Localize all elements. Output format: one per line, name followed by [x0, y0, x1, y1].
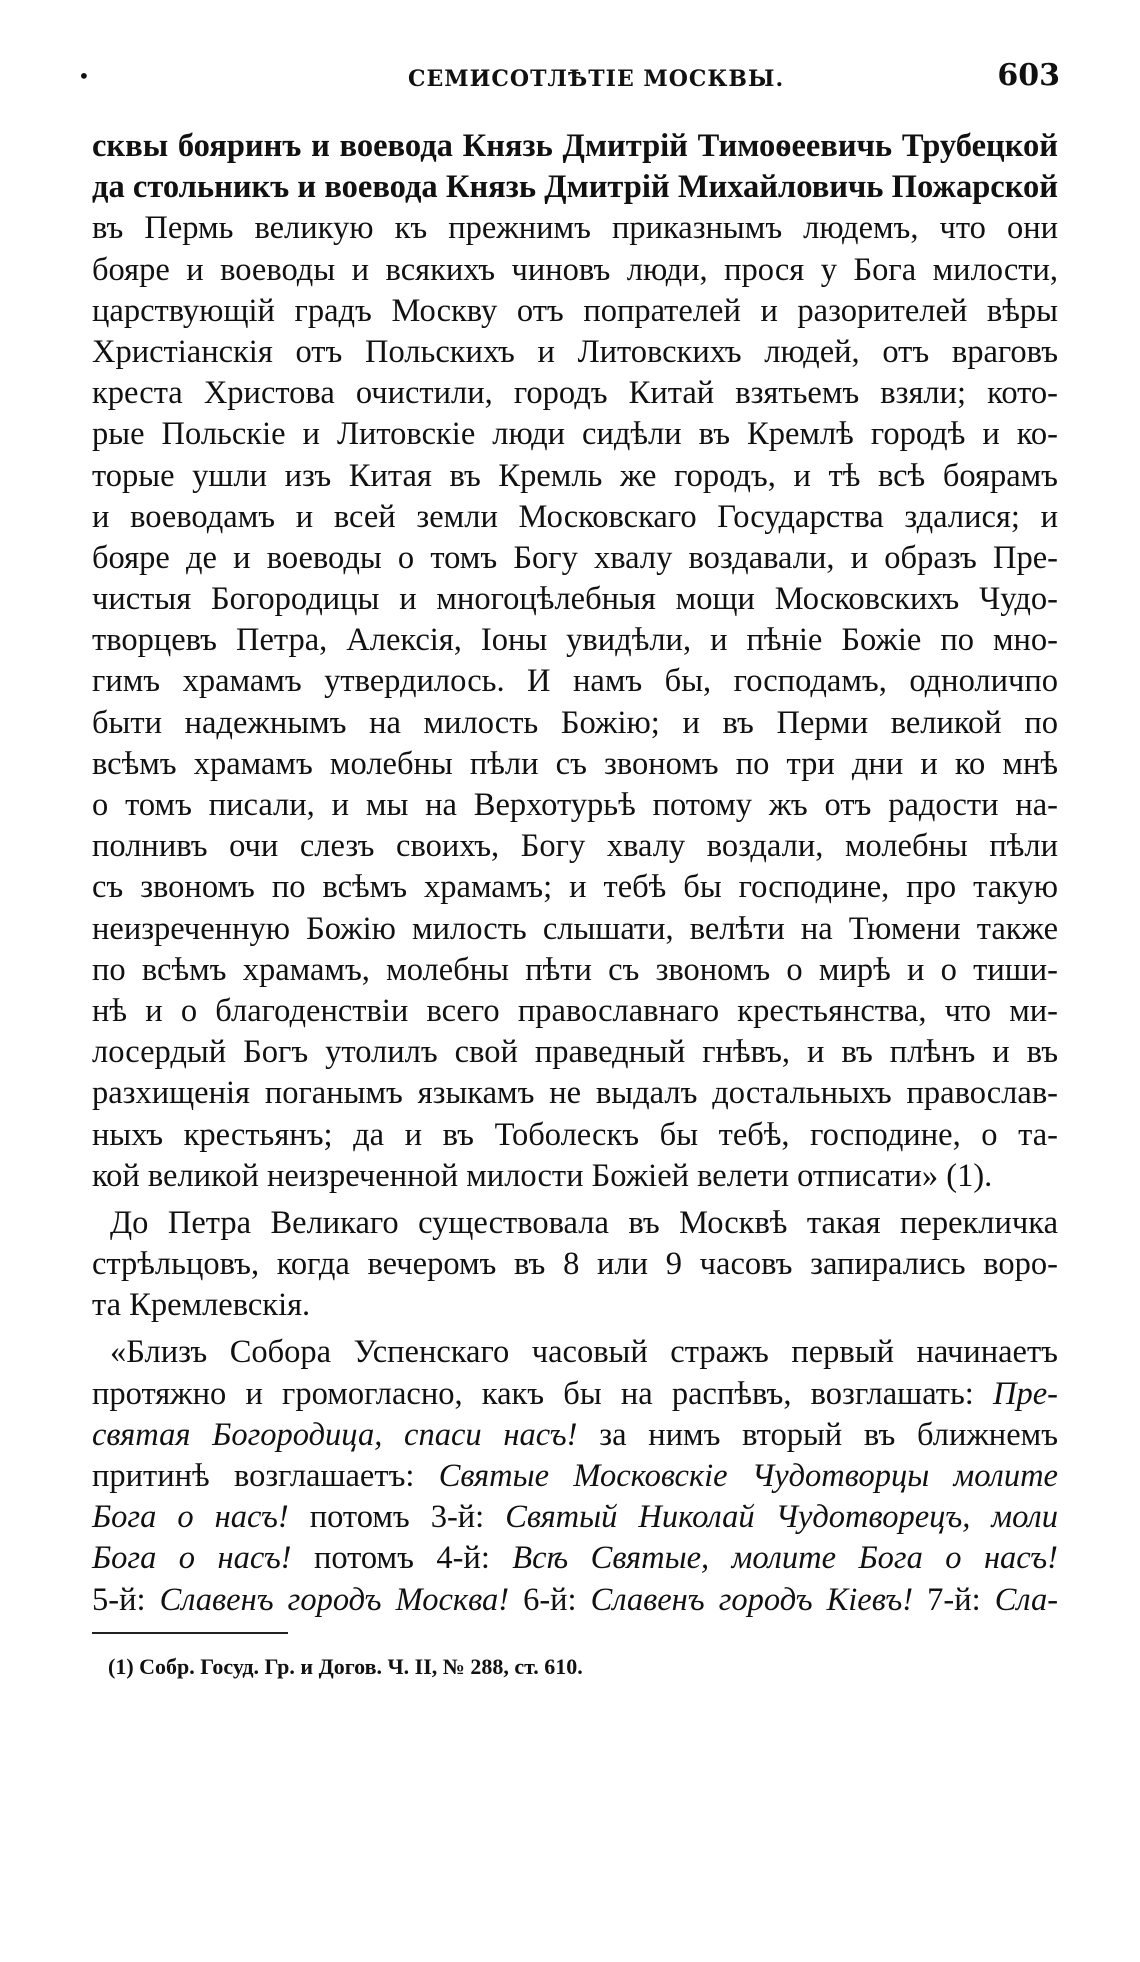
text-run: 5-й:	[92, 1581, 146, 1618]
text-line: быти надежнымъ на милость Божію; и въ Перми великой по	[92, 704, 1058, 741]
paragraph-3	[92, 1332, 1058, 1620]
italic-run: Славенъ городъ Москва!	[159, 1581, 510, 1618]
text-line: сквы бояринъ и воевода Князь Дмитрій Тимоѳеевичь Трубецкой	[92, 128, 1058, 164]
italic-run: Всѣ Святые, молите Бога о насъ!	[512, 1540, 1058, 1577]
text-line	[92, 1374, 1058, 1415]
text-line: разхищенія поганымъ языкамъ не выдалъ достальныхъ православ-	[92, 1075, 1058, 1112]
header-dot: •	[78, 64, 90, 88]
footnote: (1) Собр. Госуд. Гр. и Догов. Ч. II, № 288, ст. 610.	[108, 1654, 583, 1679]
paragraph-2	[92, 1203, 1058, 1327]
text-line: чистыя Богородицы и многоцѣлебныя мощи Московскихъ Чудо-	[92, 581, 1058, 618]
italic-run: Бога о насъ!	[92, 1499, 289, 1536]
text-line: Христіанскія отъ Польскихъ и Литовскихъ людей, отъ враговъ	[92, 333, 1058, 370]
italic-run: Сла-	[994, 1581, 1059, 1618]
italic-run: Пре-	[993, 1375, 1058, 1412]
text-line: въ Пермь великую къ прежнимъ приказнымъ людемъ, что они	[92, 210, 1058, 247]
italic-run: святая Богородица, спаси насъ!	[92, 1416, 578, 1453]
italic-run: Святые Московскіе Чудотворцы молите	[438, 1458, 1058, 1494]
text-line: царствующій градъ Москву отъ попрателей и разорителей вѣры	[92, 292, 1058, 329]
text-line: о томъ писали, и мы на Верхотурьѣ потому жъ отъ радости на-	[92, 787, 1058, 823]
text-line: нѣ и о благоденствіи всего православнаго крестьянства, что ми-	[92, 992, 1058, 1029]
text-line: До Петра Великаго существовала въ Москвѣ такая перекличка	[110, 1204, 1058, 1241]
text-line: ныхъ крестьянъ; да и въ Тоболескъ бы тебѣ, господине, о та-	[92, 1116, 1058, 1153]
text-line	[92, 1456, 1058, 1497]
text-run: потомъ 4-й:	[313, 1540, 490, 1577]
text-line: бояре и воеводы и всякихъ чиновъ люди, прося у Бога милости,	[92, 251, 1058, 288]
page-body	[92, 126, 1058, 1621]
text-line: и воеводамъ и всей земли Московскаго Государства здалися; и	[92, 498, 1058, 535]
paragraph-1	[92, 126, 1058, 1197]
text-run: 7-й:	[927, 1581, 981, 1618]
text-line: стрѣльцовъ, когда вечеромъ въ 8 или 9 часовъ запирались воро-	[92, 1246, 1058, 1283]
text-line: лосердый Богъ утолилъ свой праведный гнѣвъ, и въ плѣнъ и въ	[92, 1034, 1058, 1071]
text-line: рые Польскіе и Литовскіе люди сидѣли въ Кремлѣ городѣ и ко-	[92, 416, 1058, 453]
text-line	[92, 1538, 1058, 1579]
text-line: бояре де и воеводы о томъ Богу хвалу воздавали, и образъ Пре-	[92, 539, 1058, 576]
text-run: притинѣ возглашаетъ:	[92, 1458, 415, 1494]
text-line: съ звономъ по всѣмъ храмамъ; и тебѣ бы господине, про такую	[92, 869, 1058, 906]
footnote-divider	[92, 1632, 288, 1634]
running-title: СЕМИСОТЛѢТІЕ МОСКВЫ.	[408, 66, 785, 92]
text-run: потомъ 3-й:	[309, 1499, 485, 1536]
text-line: неизреченную Божію милость слышати, велѣти на Тюмени также	[92, 910, 1058, 947]
page-header	[78, 58, 1060, 98]
text-line: креста Христова очистили, городъ Китай взятьемъ взяли; кото-	[92, 375, 1058, 412]
text-line: всѣмъ храмамъ молебны пѣли съ звономъ по три дни и ко мнѣ	[92, 745, 1058, 782]
text-line: кой великой неизреченной милости Божіей велети отписати» (1).	[92, 1157, 993, 1194]
text-line: да стольникъ и воевода Князь Дмитрій Михайловичь Пожарской	[92, 169, 1058, 206]
text-line	[92, 1497, 1058, 1538]
text-line: торые ушли изъ Китая въ Кремль же городъ, и тѣ всѣ боярамъ	[92, 457, 1058, 494]
text-line	[92, 1580, 1058, 1621]
text-line: та Кремлевскія.	[92, 1287, 311, 1324]
text-line: «Близъ Собора Успенскаго часовый стражъ первый начинаетъ	[110, 1334, 1058, 1371]
page-number: 603	[997, 58, 1060, 93]
italic-run: Бога о насъ!	[92, 1540, 292, 1577]
text-line: полнивъ очи слезъ своихъ, Богу хвалу воздали, молебны пѣли	[92, 828, 1058, 865]
text-run: за нимъ вторый въ ближнемъ	[599, 1416, 1059, 1453]
italic-run: Славенъ городъ Кіевъ!	[590, 1581, 914, 1618]
text-run: протяжно и громогласно, какъ бы на распѣвъ, возглашать:	[92, 1375, 974, 1412]
text-line: гимъ храмамъ утвердилось. И намъ бы, господамъ, одноличпо	[92, 663, 1058, 700]
text-run: 6-й:	[523, 1581, 577, 1618]
text-line: творцевъ Петра, Алексія, Іоны увидѣли, и пѣніе Божіе по мно-	[92, 622, 1058, 659]
text-line: по всѣмъ храмамъ, молебны пѣти съ звономъ о мирѣ и о тиши-	[92, 951, 1058, 988]
italic-run: Святый Николай Чудотворецъ, моли	[505, 1499, 1058, 1536]
text-line	[92, 1415, 1058, 1456]
